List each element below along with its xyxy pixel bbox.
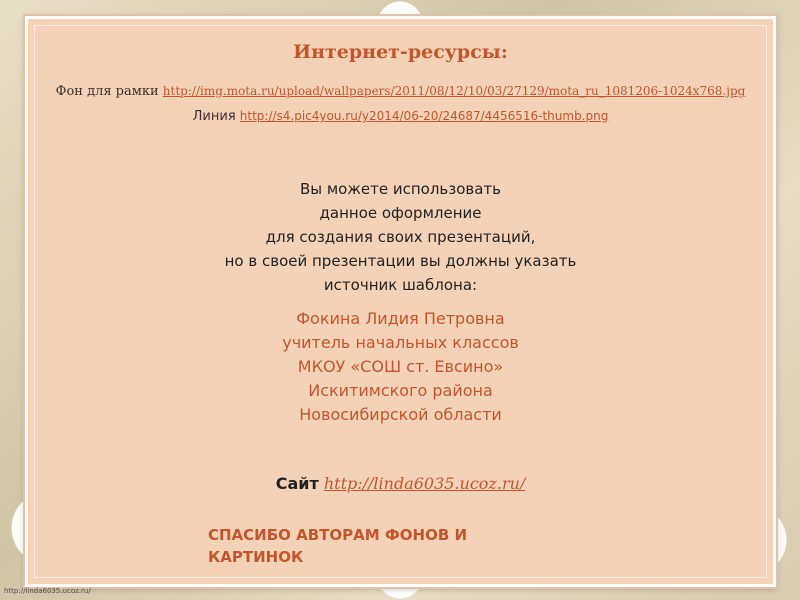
site-line [28, 474, 773, 493]
author-district: Искитимского района [308, 381, 493, 400]
usage-text-line: источник шаблона: [323, 276, 478, 294]
slide-frame [25, 16, 776, 587]
footer-link[interactable]: http://linda6035.ucoz.ru/ [4, 587, 91, 595]
resource-link-divider[interactable]: http://s4.pic4you.ru/y2014/06-20/24687/4456516-thumb.png [239, 109, 609, 123]
resource-line-background [28, 84, 773, 99]
thanks-text [208, 524, 548, 568]
author-name: Фокина Лидия Петровна [296, 309, 505, 328]
thanks-line: КАРТИНОК [208, 548, 304, 566]
page-title: Интернет-ресурсы: [293, 41, 508, 63]
resource-prefix-divider: Линия [192, 109, 236, 124]
site-link[interactable]: http://linda6035.ucoz.ru/ [323, 474, 526, 493]
frame-inner-border [34, 25, 767, 578]
usage-text-line: но в своей презентации вы должны указать [224, 252, 577, 270]
resource-prefix-background: Фон для рамки [55, 84, 159, 99]
author-school: МКОУ «СОШ ст. Евсино» [297, 357, 504, 376]
resource-line-divider [28, 109, 773, 124]
usage-text-line: данное оформление [319, 204, 482, 222]
author-region: Новосибирской области [299, 405, 502, 424]
resource-link-background[interactable]: http://img.mota.ru/upload/wallpapers/2011/08/12/10/03/27129/mota_ru_1081206-1024x768.jpg [162, 84, 746, 98]
usage-text-line: для создания своих презентаций, [265, 228, 536, 246]
author-block [28, 307, 773, 427]
author-role: учитель начальных классов [282, 333, 519, 352]
usage-text-line: Вы можете использовать [299, 180, 502, 198]
site-label: Сайт [275, 474, 319, 493]
usage-text [28, 177, 773, 297]
thanks-line: СПАСИБО АВТОРАМ ФОНОВ И [208, 526, 468, 544]
